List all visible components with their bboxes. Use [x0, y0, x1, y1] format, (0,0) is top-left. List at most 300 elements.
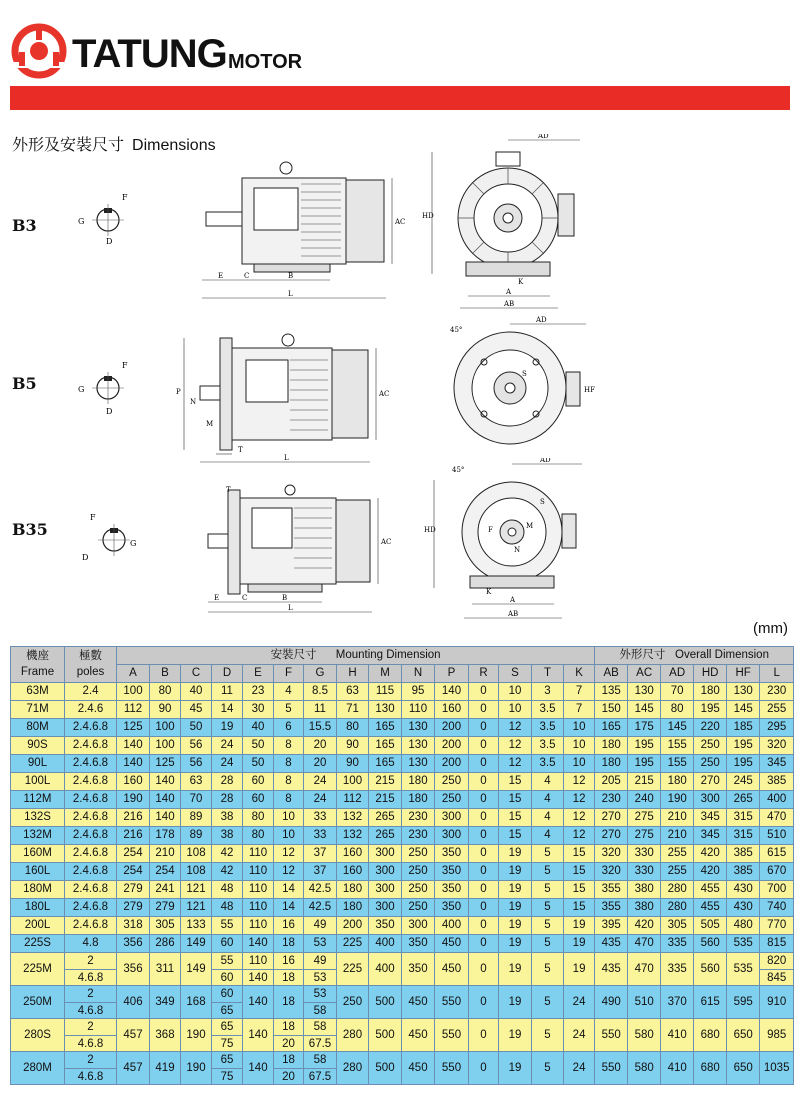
table-cell: 19	[499, 917, 532, 935]
table-cell: 63	[337, 683, 369, 701]
column-header-k: K	[564, 665, 595, 683]
table-cell: 270	[694, 773, 727, 791]
table-cell: 355	[595, 899, 628, 917]
table-cell: 0	[469, 935, 499, 953]
table-cell: 0	[469, 773, 499, 791]
table-row	[11, 809, 794, 827]
table-cell: 5	[532, 917, 564, 935]
table-cell: 0	[469, 683, 499, 701]
table-cell: 420	[628, 917, 661, 935]
b5-label-f: F	[122, 361, 128, 370]
table-cell: 368	[150, 1019, 181, 1052]
table-cell: 580	[628, 1019, 661, 1052]
table-cell: 3.5	[532, 701, 564, 719]
table-cell: 165	[595, 719, 628, 737]
table-cell: 280	[337, 1019, 369, 1052]
b3-side-label-l: L	[288, 290, 293, 298]
table-cell: 5	[532, 986, 564, 1019]
table-cell: 215	[369, 791, 402, 809]
table-cell: 385	[727, 845, 760, 863]
table-cell: 350	[435, 845, 469, 863]
table-cell: 63	[181, 773, 212, 791]
table-cell: 15	[499, 827, 532, 845]
table-cell: 121	[181, 899, 212, 917]
table-cell: 145	[661, 719, 694, 737]
table-cell: 535	[727, 935, 760, 953]
b35-shaft-section-drawing	[78, 508, 138, 572]
table-cell: 815	[760, 935, 794, 953]
table-cell: 420	[694, 845, 727, 863]
table-cell: 0	[469, 701, 499, 719]
table-cell: 265	[369, 809, 402, 827]
table-cell: 450	[402, 1019, 435, 1052]
header-frame: 機座 Frame	[11, 647, 65, 683]
table-cell: 355	[595, 881, 628, 899]
b3-end-label-ab: AB	[504, 300, 515, 308]
row-label-b35: B35	[12, 520, 48, 539]
table-cell: 132	[337, 809, 369, 827]
table-cell: 305	[661, 917, 694, 935]
table-cell: 145	[727, 701, 760, 719]
table-cell: 7	[564, 683, 595, 701]
table-cell: 132S	[11, 809, 65, 827]
table-cell: 315	[727, 827, 760, 845]
dimension-table	[10, 646, 794, 1085]
table-row	[11, 899, 794, 917]
table-cell: 40	[181, 683, 212, 701]
table-cell: 140	[117, 737, 150, 755]
table-cell: 265	[369, 827, 402, 845]
table-cell: 20	[304, 737, 337, 755]
table-cell: 100	[150, 737, 181, 755]
tatung-logo-icon	[10, 22, 68, 80]
table-cell: 2.4.6.8	[65, 881, 117, 899]
table-cell: 250M	[11, 986, 65, 1019]
table-cell: 0	[469, 917, 499, 935]
table-cell: 300	[694, 791, 727, 809]
table-row	[11, 827, 794, 845]
table-cell: 279	[150, 899, 181, 917]
table-cell: 60 65	[212, 986, 243, 1019]
table-cell: 245	[727, 773, 760, 791]
table-cell: 410	[661, 1019, 694, 1052]
table-cell: 280M	[11, 1052, 65, 1085]
table-cell: 200	[435, 719, 469, 737]
table-cell: 5	[532, 881, 564, 899]
table-cell: 140	[243, 1019, 274, 1052]
table-cell: 510	[628, 986, 661, 1019]
table-cell: 270	[595, 827, 628, 845]
table-cell: 100	[150, 719, 181, 737]
table-cell: 230	[760, 683, 794, 701]
table-cell: 140	[243, 935, 274, 953]
b5-shaft-section-drawing	[72, 356, 132, 420]
table-cell: 80	[337, 719, 369, 737]
table-cell: 180	[337, 899, 369, 917]
table-cell: 385	[727, 863, 760, 881]
table-cell: 19	[499, 863, 532, 881]
b35-label-g: G	[130, 539, 137, 548]
table-cell: 195	[694, 701, 727, 719]
table-cell: 15.5	[304, 719, 337, 737]
table-cell: 1035	[760, 1052, 794, 1085]
table-cell: 615	[694, 986, 727, 1019]
b3-label-f: F	[122, 193, 128, 202]
table-cell: 178	[150, 827, 181, 845]
table-cell: 356	[117, 935, 150, 953]
table-cell: 110	[243, 881, 274, 899]
table-row	[11, 719, 794, 737]
table-cell: 89	[181, 827, 212, 845]
table-cell: 265	[727, 791, 760, 809]
b35-side-label-b: B	[282, 594, 288, 602]
table-cell: 380	[628, 899, 661, 917]
table-cell: 286	[150, 935, 181, 953]
table-cell: 190	[181, 1052, 212, 1085]
table-cell: 11	[212, 683, 243, 701]
table-cell: 254	[150, 863, 181, 881]
table-cell: 18	[274, 935, 304, 953]
table-cell: 80	[243, 827, 274, 845]
table-cell: 5	[532, 1019, 564, 1052]
column-header-hd: HD	[694, 665, 727, 683]
table-cell: 0	[469, 719, 499, 737]
table-cell: 149	[181, 935, 212, 953]
table-cell: 350	[402, 953, 435, 986]
table-cell: 300	[369, 899, 402, 917]
table-cell: 535	[727, 953, 760, 986]
table-cell: 5	[532, 953, 564, 986]
table-cell: 311	[150, 953, 181, 986]
table-cell: 455	[694, 881, 727, 899]
table-cell: 90L	[11, 755, 65, 773]
table-cell: 112M	[11, 791, 65, 809]
table-cell: 216	[117, 827, 150, 845]
table-cell: 985	[760, 1019, 794, 1052]
table-cell: 500	[369, 986, 402, 1019]
table-cell: 350	[435, 881, 469, 899]
table-cell: 60	[212, 935, 243, 953]
table-cell: 110	[402, 701, 435, 719]
table-cell: 12	[274, 863, 304, 881]
table-cell: 400	[369, 953, 402, 986]
b35-end-label-k: K	[486, 588, 492, 596]
table-cell: 270	[595, 809, 628, 827]
table-cell: 195	[727, 755, 760, 773]
table-cell: 110 140	[243, 953, 274, 986]
b35-end-label-45: 45°	[452, 466, 465, 474]
table-cell: 0	[469, 791, 499, 809]
table-cell: 280S	[11, 1019, 65, 1052]
b5-side-label-p: P	[176, 388, 181, 396]
table-cell: 480	[727, 917, 760, 935]
b35-side-label-l: L	[288, 604, 293, 612]
table-cell: 250	[337, 986, 369, 1019]
column-header-a: A	[117, 665, 150, 683]
table-cell: 140	[243, 1052, 274, 1085]
table-cell: 42.5	[304, 881, 337, 899]
table-cell: 145	[628, 701, 661, 719]
table-cell: 135	[595, 683, 628, 701]
table-cell: 130	[369, 701, 402, 719]
b35-side-label-ac: AC	[381, 538, 392, 546]
table-cell: 7	[564, 701, 595, 719]
table-cell: 5	[532, 899, 564, 917]
table-cell: 595	[727, 986, 760, 1019]
table-cell: 160	[337, 863, 369, 881]
table-cell: 42	[212, 845, 243, 863]
table-row	[11, 701, 794, 719]
table-cell: 14	[212, 701, 243, 719]
table-cell: 14	[274, 881, 304, 899]
column-header-b: B	[150, 665, 181, 683]
table-cell: 95	[402, 683, 435, 701]
table-cell: 450	[402, 1052, 435, 1085]
table-cell: 255	[661, 863, 694, 881]
table-cell: 190	[117, 791, 150, 809]
table-cell: 4	[532, 809, 564, 827]
table-cell: 160	[337, 845, 369, 863]
table-cell: 550	[595, 1019, 628, 1052]
table-cell: 315	[727, 809, 760, 827]
table-cell: 560	[694, 935, 727, 953]
table-cell: 12	[499, 737, 532, 755]
table-cell: 295	[760, 719, 794, 737]
table-cell: 356	[117, 953, 150, 986]
table-cell: 10	[564, 719, 595, 737]
table-cell: 0	[469, 863, 499, 881]
table-cell: 300	[402, 917, 435, 935]
table-cell: 225	[337, 953, 369, 986]
table-cell: 330	[628, 863, 661, 881]
table-cell: 419	[150, 1052, 181, 1085]
table-cell: 550	[435, 1052, 469, 1085]
table-cell: 15	[499, 809, 532, 827]
table-row	[11, 881, 794, 899]
table-cell: 406	[117, 986, 150, 1019]
table-cell: 121	[181, 881, 212, 899]
table-cell: 470	[628, 935, 661, 953]
table-cell: 160	[117, 773, 150, 791]
table-row	[11, 755, 794, 773]
table-cell: 18	[274, 986, 304, 1019]
table-cell: 200	[435, 755, 469, 773]
table-cell: 580	[628, 1052, 661, 1085]
table-cell: 2.4.6.8	[65, 827, 117, 845]
table-cell: 15	[564, 863, 595, 881]
table-cell: 30	[243, 701, 274, 719]
table-cell: 670	[760, 863, 794, 881]
table-cell: 455	[694, 899, 727, 917]
table-cell: 300	[369, 881, 402, 899]
table-cell: 45	[181, 701, 212, 719]
table-cell: 335	[661, 935, 694, 953]
table-cell: 8	[274, 737, 304, 755]
table-cell: 820 845	[760, 953, 794, 986]
table-cell: 24	[564, 1019, 595, 1052]
table-cell: 53 58	[304, 986, 337, 1019]
b35-end-label-a: A	[510, 596, 516, 604]
table-cell: 2 4.6.8	[65, 1019, 117, 1052]
b35-side-label-e: E	[214, 594, 220, 602]
column-header-g: G	[304, 665, 337, 683]
table-cell: 15	[564, 899, 595, 917]
table-cell: 12	[499, 755, 532, 773]
table-cell: 2 4.6.8	[65, 953, 117, 986]
table-cell: 80	[661, 701, 694, 719]
table-cell: 38	[212, 809, 243, 827]
table-cell: 140	[435, 683, 469, 701]
table-cell: 5	[274, 701, 304, 719]
table-cell: 3.5	[532, 755, 564, 773]
table-cell: 90	[337, 755, 369, 773]
table-cell: 80	[150, 683, 181, 701]
table-row	[11, 683, 794, 701]
column-header-m: M	[369, 665, 402, 683]
b35-end-label-m: M	[526, 522, 534, 530]
table-cell: 180	[661, 773, 694, 791]
b35-side-label-t: T	[226, 486, 231, 494]
table-row	[11, 953, 794, 986]
table-cell: 216	[117, 809, 150, 827]
table-cell: 38	[212, 827, 243, 845]
table-cell: 350	[402, 935, 435, 953]
table-cell: 112	[117, 701, 150, 719]
b35-end-label-hd: HD	[424, 526, 436, 534]
table-cell: 770	[760, 917, 794, 935]
table-cell: 510	[760, 827, 794, 845]
table-cell: 550	[435, 1019, 469, 1052]
table-cell: 60	[243, 773, 274, 791]
b5-label-g: G	[78, 385, 85, 394]
table-cell: 19	[499, 899, 532, 917]
table-cell: 505	[694, 917, 727, 935]
table-cell: 250	[694, 737, 727, 755]
table-cell: 10	[274, 827, 304, 845]
column-header-hf: HF	[727, 665, 760, 683]
table-cell: 90	[337, 737, 369, 755]
table-cell: 80	[243, 809, 274, 827]
table-cell: 190	[181, 1019, 212, 1052]
section-title	[12, 132, 216, 155]
table-cell: 100L	[11, 773, 65, 791]
table-cell: 100	[117, 683, 150, 701]
table-cell: 5	[532, 863, 564, 881]
table-cell: 457	[117, 1052, 150, 1085]
table-cell: 37	[304, 845, 337, 863]
b5-side-label-m: M	[206, 420, 214, 428]
table-cell: 3.5	[532, 719, 564, 737]
table-cell: 19	[499, 845, 532, 863]
table-cell: 240	[628, 791, 661, 809]
table-cell: 5	[532, 935, 564, 953]
table-cell: 300	[435, 809, 469, 827]
table-cell: 56	[181, 755, 212, 773]
b3-end-view-drawing	[420, 134, 600, 314]
b3-end-label-k: K	[518, 278, 524, 286]
table-cell: 160	[435, 701, 469, 719]
table-cell: 24	[212, 737, 243, 755]
table-cell: 19	[564, 953, 595, 986]
table-cell: 250	[402, 899, 435, 917]
table-cell: 500	[369, 1019, 402, 1052]
table-cell: 19	[499, 953, 532, 986]
table-cell: 100	[337, 773, 369, 791]
table-cell: 42	[212, 863, 243, 881]
table-cell: 300	[435, 827, 469, 845]
b5-side-label-n: N	[190, 398, 197, 406]
table-cell: 205	[595, 773, 628, 791]
column-header-r: R	[469, 665, 499, 683]
table-cell: 275	[628, 809, 661, 827]
b5-side-label-t: T	[238, 446, 243, 454]
table-cell: 130	[402, 719, 435, 737]
table-cell: 19	[564, 935, 595, 953]
table-cell: 40	[243, 719, 274, 737]
b5-end-label-hf: HF	[584, 386, 595, 394]
table-cell: 58 67.5	[304, 1052, 337, 1085]
table-cell: 175	[628, 719, 661, 737]
table-cell: 50	[243, 755, 274, 773]
table-cell: 0	[469, 1019, 499, 1052]
table-cell: 19	[499, 881, 532, 899]
table-cell: 33	[304, 827, 337, 845]
b3-end-label-a: A	[506, 288, 512, 296]
table-cell: 5	[532, 1052, 564, 1085]
table-cell: 318	[117, 917, 150, 935]
table-cell: 4	[532, 791, 564, 809]
table-row	[11, 773, 794, 791]
table-cell: 450	[435, 935, 469, 953]
table-cell: 63M	[11, 683, 65, 701]
table-cell: 615	[760, 845, 794, 863]
table-cell: 55	[212, 917, 243, 935]
table-cell: 3	[532, 683, 564, 701]
column-header-s: S	[499, 665, 532, 683]
table-cell: 10	[499, 683, 532, 701]
b35-label-d: D	[82, 553, 89, 562]
table-cell: 65 75	[212, 1019, 243, 1052]
table-cell: 12	[274, 845, 304, 863]
table-cell: 12	[564, 773, 595, 791]
table-cell: 225S	[11, 935, 65, 953]
b3-shaft-section-drawing	[72, 186, 132, 256]
table-cell: 2 4.6.8	[65, 1052, 117, 1085]
table-cell: 28	[212, 773, 243, 791]
table-cell: 330	[628, 845, 661, 863]
table-cell: 112	[337, 791, 369, 809]
b35-label-f: F	[90, 513, 96, 522]
table-cell: 60	[243, 791, 274, 809]
table-cell: 180	[402, 791, 435, 809]
table-cell: 2.4	[65, 683, 117, 701]
table-cell: 910	[760, 986, 794, 1019]
table-cell: 0	[469, 881, 499, 899]
table-cell: 16 18	[274, 953, 304, 986]
table-cell: 130	[628, 683, 661, 701]
table-cell: 250	[402, 863, 435, 881]
table-cell: 70	[661, 683, 694, 701]
table-cell: 19	[499, 1052, 532, 1085]
table-cell: 250	[435, 773, 469, 791]
table-cell: 125	[117, 719, 150, 737]
table-cell: 225	[337, 935, 369, 953]
b3-side-label-b: B	[288, 272, 294, 280]
table-cell: 10	[274, 809, 304, 827]
b5-end-label-45: 45°	[450, 326, 463, 334]
table-cell: 130	[402, 755, 435, 773]
table-cell: 320	[595, 863, 628, 881]
